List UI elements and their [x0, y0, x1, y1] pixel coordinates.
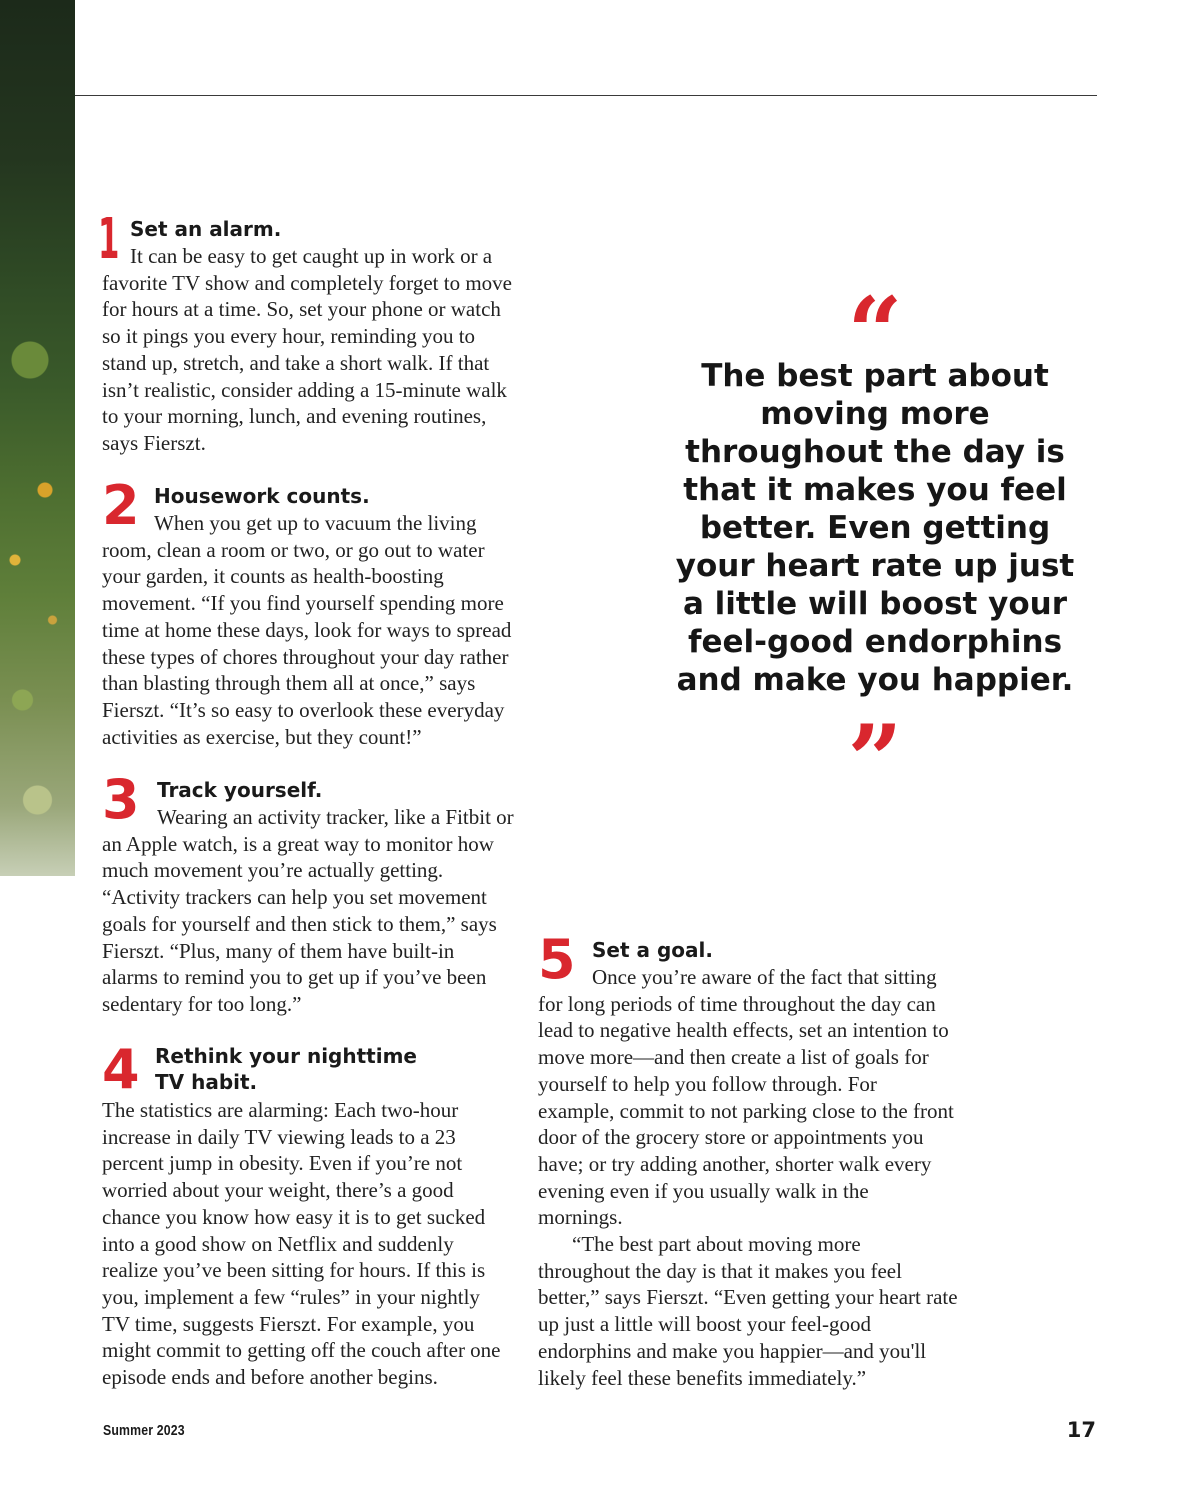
pull-quote: [660, 276, 1090, 817]
tip-body: It can be easy to get caught up in work or a favorite TV show and completely forget to move for hours at a time. So, set your phone or watch so it pings you every hour, reminding you to stand up, stretch, and take a short walk. If that isn’t realistic, consider adding a 15-minute walk to your morning, lunch, and evening routines, says Fierszt.: [102, 244, 512, 455]
garden-photo-strip: [0, 0, 75, 876]
tip-body: [538, 964, 958, 1391]
tip-body: When you get up to vacuum the living room, clean a room or two, or go out to water your garden, it counts as health-boosting movement. “If you find yourself spending more time at home these days, look for ways to spread these types of chores throughout your day rather than blasting through them all at once,” says Fierszt. “It’s so easy to overlook these everyday activities as exercise, but they count!”: [102, 511, 512, 749]
top-rule: [75, 95, 1097, 96]
pull-quote-text: The best part about moving more throughout the day is that it makes you feel better. Even getting your heart rate up just a little will boost your feel-good endorphins and make you happier.: [675, 358, 1075, 698]
tip-paragraph: Once you’re aware of the fact that sitting for long periods of time throughout the day can lead to negative health effects, set an intention to move more—and then create a list of goals for yourself to help you follow through. For example, commit to not parking close to the front door of the grocery store or appointments you have; or try adding another, shorter walk every evening even if you usually walk in the mornings.: [538, 965, 954, 1230]
tip-heading: Set an alarm.: [130, 217, 282, 241]
tip-heading: [155, 1043, 417, 1095]
tip-heading-line: Rethink your nighttime: [155, 1044, 417, 1068]
tip-body: The statistics are alarming: Each two-hour increase in daily TV viewing leads to a 23 percent jump in obesity. Even if you’re not worried about your weight, there’s a good chance you know how easy it is to get sucked into a good show on Netflix and suddenly realize you’ve been sitting for hours. If this is you, implement a few “rules” in your nightly TV time, suggests Fierszt. For example, you might commit to getting off the couch after one episode ends and before another begins.: [102, 1098, 501, 1390]
tip-heading: Set a goal.: [592, 938, 713, 962]
tip-number: 2: [102, 474, 140, 537]
tip-heading: Track yourself.: [157, 778, 323, 802]
page-number: 17: [1066, 1418, 1096, 1442]
open-quote-icon: “: [847, 276, 903, 389]
tip-heading: Housework counts.: [154, 484, 370, 508]
tip-number: 1: [98, 207, 120, 272]
close-quote-icon: ”: [847, 704, 903, 817]
tip-number: 5: [538, 928, 576, 991]
tip-number: 4: [102, 1038, 140, 1101]
tip-paragraph: “The best part about moving more throughout the day is that it makes you feel better,” says Fierszt. “Even getting your heart rate up just a little will boost your feel-good endorphins and make you happier—and you'll likely feel these benefits immediately.”: [538, 1232, 958, 1390]
tip-heading-line: TV habit.: [155, 1070, 258, 1094]
tip-body: Wearing an activity tracker, like a Fitbit or an Apple watch, is a great way to monitor how much movement you’re actually getting. “Activity trackers can help you set movement goals for yourself and then stick to them,” says Fierszt. “Plus, many of them have built-in alarms to remind you to get up if you’ve been sedentary for too long.”: [102, 805, 514, 1016]
tip-number: 3: [102, 768, 140, 831]
issue-label: Summer 2023: [103, 1422, 185, 1439]
